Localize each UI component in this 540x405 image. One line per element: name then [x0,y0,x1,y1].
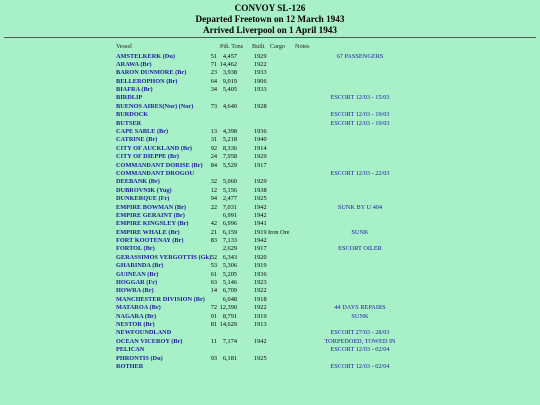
vessel-row [0,363,540,371]
built-year: 1920 [254,253,267,261]
vessel-name[interactable]: BARON DUNMORE (Br) [116,69,187,77]
tonnage: 5,529 [222,161,237,169]
built-year: 1942 [254,203,267,211]
vessel-name[interactable]: BUENOS AIRES(Nor) (Nor) [116,102,194,110]
vessel-name[interactable]: BURDOCK [116,111,149,119]
col-notes: Notes [295,43,310,50]
tonnage: 14,462 [219,60,237,68]
vessel-name[interactable]: DUNKERQUE (Fr) [116,195,170,203]
built-year: 1929 [254,153,267,161]
vessel-row [0,321,540,329]
built-year: 1922 [254,287,267,295]
vessel-row [0,69,540,77]
vessel-row [0,162,540,170]
pdt-number: 81 [210,321,217,328]
pdt-number: 34 [210,86,217,94]
vessel-row [0,153,540,161]
vessel-row [0,212,540,220]
vessel-name[interactable]: PELICAN [116,346,145,354]
vessel-name[interactable]: CITY OF AUCKLAND (Br) [116,144,192,152]
tonnage: 6,996 [222,220,237,228]
vessel-name[interactable]: CITY OF DIEPPE (Br) [116,153,180,161]
pdt-number: 71 [210,60,217,68]
vessel-name[interactable]: BIRDLIP [116,94,143,102]
vessel-row [0,128,540,136]
vessel-row [0,187,540,195]
pdt-number: 84 [210,161,217,169]
vessel-list [0,53,540,372]
pdt-number: 21 [210,228,217,236]
vessel-name[interactable]: EMPIRE WHALE (Br) [116,228,180,236]
built-year: 1941 [254,220,267,228]
vessel-row [0,346,540,354]
vessel-name[interactable]: DUBROVNIK (Yug) [116,186,172,194]
vessel-name[interactable]: GUINEAN (Br) [116,270,159,278]
tonnage: 5,405 [222,86,237,94]
tonnage: 7,133 [222,237,237,245]
tonnage: 6,991 [222,211,237,219]
vessel-row [0,145,540,153]
built-year: 1938 [254,186,267,194]
vessel-name[interactable]: PHRONTIS (Du) [116,354,163,362]
vessel-row [0,262,540,270]
vessel-row [0,195,540,203]
vessel-name[interactable]: EMPIRE KINGSLEY (Br) [116,220,189,228]
tonnage: 9,019 [222,77,237,85]
notes: 44 DAYS REPAIRS [334,304,386,312]
tonnage: 2,629 [222,245,237,253]
pdt-number: 63 [210,279,217,287]
pdt-number: 61 [210,270,217,278]
built-year: 1942 [254,211,267,219]
built-year: 1922 [254,60,267,68]
vessel-name[interactable]: BIAFRA (Br) [116,86,153,94]
tonnage: 7,031 [222,203,237,211]
vessel-row [0,178,540,186]
col-cargo: Cargo [270,43,286,50]
notes: TORPEDOED, TOWED IN [324,337,396,345]
vessel-row [0,296,540,304]
vessel-name[interactable]: CATRINE (Br) [116,136,158,144]
vessel-row [0,103,540,111]
vessel-name[interactable]: COMMANDANT DORISE (Br) [116,161,203,169]
notes: ESCORT 12/03 - 02/04 [330,362,390,370]
tonnage: 5,060 [222,178,237,186]
departure-line: Departed Freetown on 12 March 1943 [195,14,345,24]
vessel-row [0,120,540,128]
vessel-row [0,279,540,287]
vessel-row [0,338,540,346]
col-vessel: Vessel [116,43,132,50]
tonnage: 5,218 [222,136,237,144]
vessel-row [0,287,540,295]
tonnage: 6,343 [222,253,237,261]
built-year: 1917 [254,245,267,253]
notes: 67 PASSENGERS [336,52,384,60]
built-year: 1933 [254,86,267,94]
notes: ESCORT 12/03 - 19/03 [330,111,390,119]
col-built: Built [252,43,265,50]
pdt-number: 52 [210,253,217,261]
built-year: 1936 [254,128,267,136]
pdt-number: 51 [210,52,217,60]
tonnage: 4,398 [222,128,237,136]
notes: ESCORT 12/03 - 02/04 [330,346,390,354]
vessel-row [0,61,540,69]
built-year: 1919 [254,228,267,236]
notes: ESCORT OILER [338,245,382,253]
vessel-name[interactable]: FORTOL (Br) [116,245,155,253]
notes: ESCORT 12/03 - 15/03 [330,94,390,102]
vessel-row [0,329,540,337]
vessel-row [0,313,540,321]
notes: SUNK BY U 404 [337,203,383,211]
header-divider [4,37,536,38]
vessel-row [0,111,540,119]
vessel-row [0,229,540,237]
vessel-name[interactable]: ROTHER [116,362,144,370]
vessel-row [0,254,540,262]
tonnage: 6,709 [222,287,237,295]
vessel-row [0,237,540,245]
cargo: Iron Ore [268,228,290,236]
vessel-row [0,271,540,279]
built-year: 1933 [254,69,267,77]
pdt-number: 22 [210,203,217,211]
vessel-name[interactable]: HOGGAR (Fr) [116,279,158,287]
pdt-number: 13 [210,128,217,136]
built-year: 1919 [254,312,267,320]
built-year: 1922 [254,304,267,312]
vessel-row [0,245,540,253]
built-year: 1919 [254,262,267,270]
convoy-header [0,0,540,36]
built-year: 1906 [254,77,267,85]
built-year: 1917 [254,161,267,169]
vessel-name[interactable]: BELLEROPHON (Br) [116,77,178,85]
vessel-name[interactable]: MATAROA (Br) [116,304,161,312]
pdt-number: 53 [210,262,217,270]
vessel-name[interactable]: OCEAN VICEROY (Br) [116,337,183,345]
built-year: 1923 [254,279,267,287]
pdt-number: 73 [210,102,217,110]
tonnage: 7,174 [222,337,237,345]
built-year: 1914 [254,144,267,152]
built-year: 1913 [254,321,267,328]
built-year: 1925 [254,195,267,203]
pdt-number: 32 [210,178,217,186]
tonnage: 5,306 [222,262,237,270]
notes: ESCORT 27/03 - 28/03 [330,329,390,337]
vessel-row [0,170,540,178]
built-year: 1929 [254,52,267,60]
vessel-name[interactable]: HOWRA (Br) [116,287,154,295]
vessel-name[interactable]: CAPE SABLE (Br) [116,128,169,136]
notes: ESCORT 12/03 - 19/03 [330,119,390,127]
tonnage: 6,159 [222,228,237,236]
vessel-row [0,304,540,312]
tonnage: 5,156 [222,186,237,194]
vessel-name[interactable]: AMSTELKERK (Du) [116,52,175,60]
vessel-name[interactable]: COMMANDANT DROGOU [116,169,195,177]
tonnage: 12,390 [219,304,237,312]
vessel-name[interactable]: NESTOR (Br) [116,321,155,328]
tonnage: 4,457 [222,52,237,60]
vessel-row [0,86,540,94]
tonnage: 4,640 [222,102,237,110]
pdt-number: 94 [210,195,217,203]
vessel-row [0,355,540,363]
tonnage: 5,205 [222,270,237,278]
tonnage: 7,958 [222,153,237,161]
pdt-number: 91 [210,312,217,320]
pdt-number: 11 [210,337,217,345]
vessel-name[interactable]: EMPIRE GERAINT (Br) [116,211,185,219]
built-year: 1929 [254,178,267,186]
vessel-name[interactable]: BUTSER [116,119,142,127]
vessel-name[interactable]: ARAWA (Br) [116,60,152,68]
pdt-number: 31 [210,136,217,144]
pdt-number: 93 [210,354,217,362]
built-year: 1942 [254,237,267,245]
pdt-number: 12 [210,186,217,194]
vessel-name[interactable]: DEEBANK (Br) [116,178,160,186]
built-year: 1918 [254,295,267,303]
tonnage: 3,938 [222,69,237,77]
notes: SUNK [351,312,369,320]
built-year: 1940 [254,136,267,144]
pdt-number: 42 [210,220,217,228]
notes: ESCORT 12/03 - 22/03 [330,169,390,177]
pdt-number: 64 [210,77,217,85]
pdt-number: 23 [210,69,217,77]
vessel-name[interactable]: GHARINDA (Br) [116,262,164,270]
vessel-name[interactable]: NEWFOUNDLAND [116,329,172,337]
tonnage: 6,181 [222,354,237,362]
vessel-name[interactable]: EMPIRE BOWMAN (Br) [116,203,186,211]
pdt-number: 14 [210,287,217,295]
tonnage: 8,336 [222,144,237,152]
notes: SUNK [351,228,369,236]
vessel-name[interactable]: NAGARA (Br) [116,312,157,320]
pdt-number: 83 [210,237,217,245]
built-year: 1936 [254,270,267,278]
tonnage: 2,477 [222,195,237,203]
vessel-row [0,204,540,212]
arrival-line: Arrived Liverpool on 1 April 1943 [203,25,337,35]
convoy-title: CONVOY SL-126 [234,3,306,13]
vessel-row [0,94,540,102]
tonnage: 6,048 [222,295,237,303]
pdt-number: 72 [210,304,217,312]
vessel-name[interactable]: MANCHESTER DIVISION (Br) [116,295,205,303]
vessel-name[interactable]: GERASSIMOS VERGOTTIS (Gk) [116,253,212,261]
tonnage: 8,791 [222,312,237,320]
built-year: 1942 [254,337,267,345]
vessel-row [0,136,540,144]
vessel-row [0,220,540,228]
vessel-name[interactable]: FORT KOOTENAY (Br) [116,237,184,245]
built-year: 1928 [254,102,267,110]
col-pdt-tons: Pdt. Tons [220,43,244,50]
built-year: 1925 [254,354,267,362]
vessel-row [0,78,540,86]
pdt-number: 24 [210,153,217,161]
tonnage: 14,629 [219,321,237,328]
vessel-row [0,53,540,61]
pdt-number: 92 [210,144,217,152]
tonnage: 5,146 [222,279,237,287]
